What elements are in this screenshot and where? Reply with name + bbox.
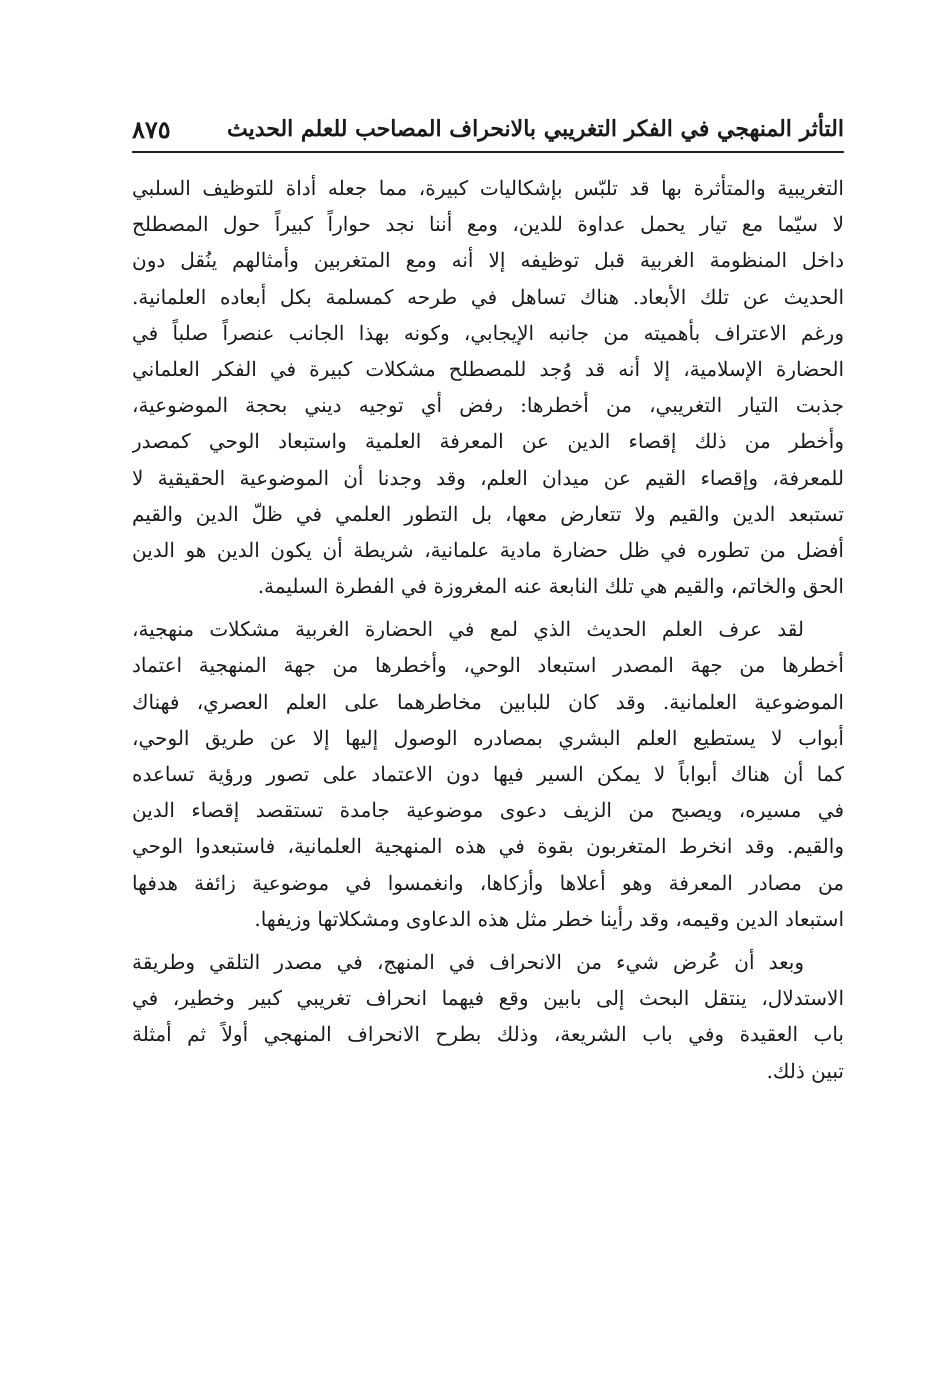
text-line: الحق والخاتم، والقيم هي تلك النابعة عنه المغروزة في الفطرة السليمة. (257, 574, 844, 599)
text-line: أبواب لا يستطيع العلم البشري بمصادره الوصول إليها إلا عن طريق الوحي، (132, 725, 844, 750)
text-line: جذبت التيار التغريبي، من أخطرها: رفض أي توجيه ديني بحجة الموضوعية، (132, 393, 844, 418)
text-line: وأخطر من ذلك إقصاء الدين عن المعرفة العلمية واستبعاد الوحي كمصدر (132, 429, 844, 454)
page-number: ٨٧٥ (132, 114, 171, 144)
text-line: أفضل من تطوره في ظل حضارة مادية علمانية، شريطة أن يكون الدين هو الدين (132, 537, 844, 562)
text-line: أخطرها من جهة المصدر استبعاد الوحي، وأخطرها من جهة المنهجية اعتماد (132, 653, 844, 678)
page-header (132, 108, 844, 150)
text-line: الحضارة الإسلامية، إلا أنه قد وُجد للمصطلح مشكلات كبيرة في الفكر العلماني (132, 356, 844, 381)
text-line: والقيم. وقد انخرط المتغربون بقوة في هذه المنهجية العلمانية، فاستبعدوا الوحي (132, 834, 844, 859)
text-line: داخل المنظومة الغربية قبل توظيفه إلا أنه ومع المتغربين وأمثالهم ينُقل دون (132, 248, 844, 273)
text-line: للمعرفة، وإقصاء القيم عن ميدان العلم، وقد وجدنا أن الموضوعية الحقيقية لا (132, 465, 844, 490)
text-line: استبعاد الدين وقيمه، وقد رأينا خطر مثل هذه الدعاوى ومشكلاتها وزيفها. (254, 906, 844, 931)
paragraph-3 (132, 944, 844, 1089)
text-line: التغريبية والمتأثرة بها قد تلبّس بإشكاليات كبيرة، مما جعله أداة للتوظيف السلبي (132, 176, 844, 200)
text-line: كما أن هناك أبواباً لا يمكن السير فيها دون الاعتماد على تصور ورؤية تساعده (132, 762, 844, 786)
text-line: الموضوعية العلمانية. وقد كان للبابين مخاطرهما على العلم العصري، فهناك (132, 689, 844, 714)
paragraph-1 (132, 170, 844, 604)
text-line: باب العقيدة وفي باب الشريعة، وذلك بطرح الانحراف المنهجي أولاً ثم أمثلة (132, 1022, 844, 1047)
text-line: تستبعد الدين والقيم ولا تتعارض معها، بل التطور العلمي في ظلّ الدين والقيم (132, 501, 844, 526)
body-text (132, 170, 844, 1089)
paragraph-2 (132, 611, 844, 937)
text-line: لقد عرف العلم الحديث الذي لمع في الحضارة الغربية مشكلات منهجية، (132, 617, 804, 642)
running-title: التأثر المنهجي في الفكر التغريبي بالانحراف المصاحب للعلم الحديث (226, 116, 844, 142)
text-line: في مسيره، ويصبح من الزيف دعوى موضوعية جامدة تستقصد إقصاء الدين (132, 798, 844, 823)
text-line: لا سيّما مع تيار يحمل عداوة للدين، ومع أننا نجد حواراً كبيراً حول المصطلح (132, 212, 844, 237)
header-divider (132, 151, 844, 153)
text-line: من مصادر المعرفة وهو أعلاها وأزكاها، وانغمسوا في موضوعية زائفة هدفها (132, 870, 844, 895)
text-line: تبين ذلك. (766, 1058, 844, 1083)
text-line: وبعد أن عُرض شيء من الانحراف في المنهج، في مصدر التلقي وطريقة (132, 949, 804, 974)
text-line: الاستدلال، ينتقل البحث إلى بابين وقع فيهما انحراف تغريبي كبير وخطير، في (132, 986, 844, 1011)
text-line: ورغم الاعتراف بأهميته من جانبه الإيجابي، وكونه بهذا الجانب عنصراً صلباً في (132, 320, 844, 345)
text-line: الحديث عن تلك الأبعاد. هناك تساهل في طرحه كمسلمة بكل أبعاده العلمانية. (132, 284, 844, 309)
